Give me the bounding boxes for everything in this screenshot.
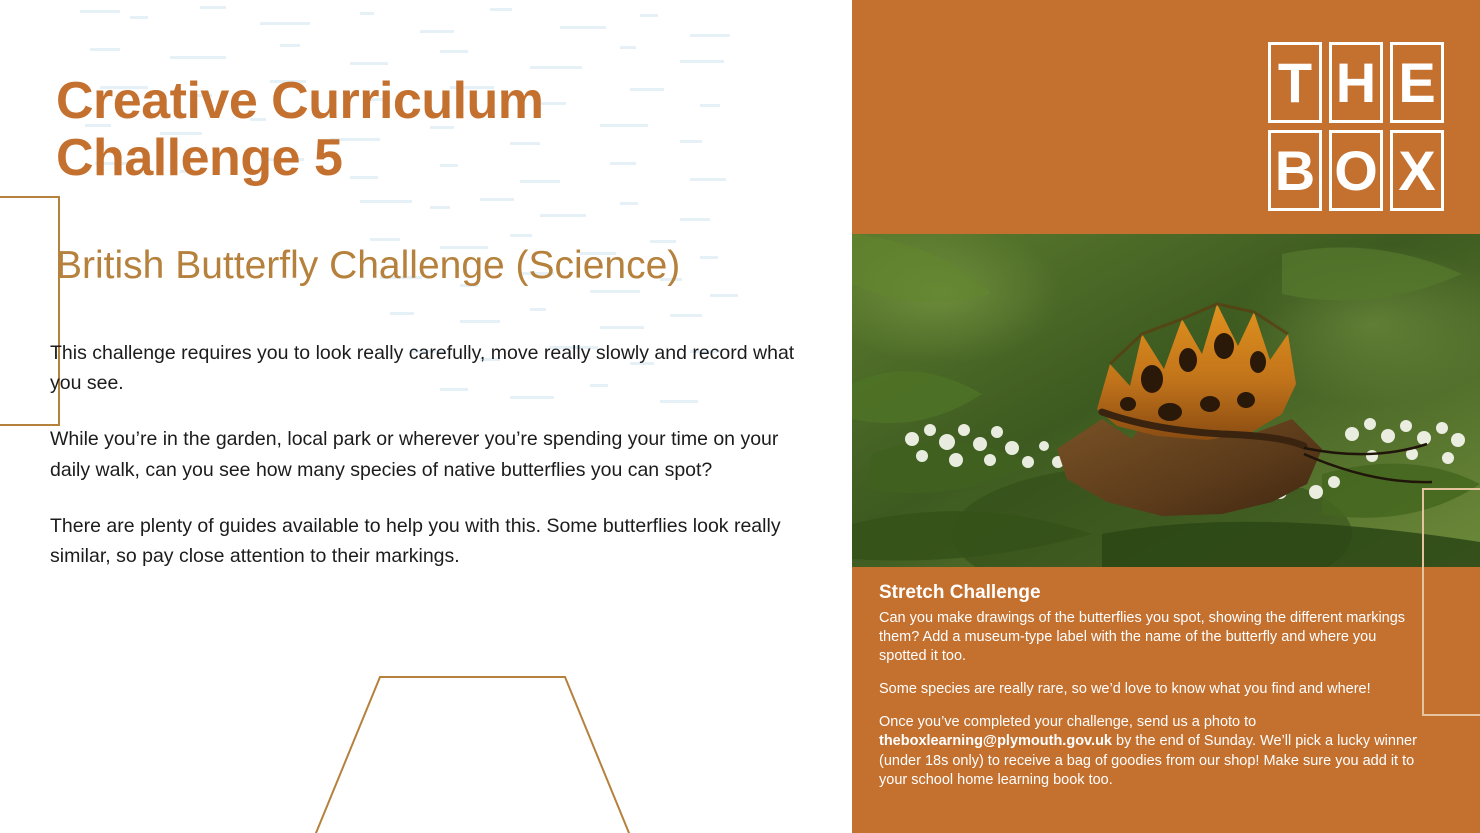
stretch-paragraph-3 [879, 713, 1419, 790]
body-copy [50, 338, 810, 597]
stretch-challenge-block [879, 582, 1419, 790]
logo-letter-t: T [1268, 42, 1322, 123]
body-paragraph-3: There are plenty of guides available to help you with this. Some butterflies look really similar, so pay close attention to their markings. [50, 514, 781, 568]
body-paragraph-1: This challenge requires you to look really carefully, move really slowly and record what you see. [50, 342, 795, 395]
logo-letter-b: B [1268, 130, 1322, 211]
logo-row-the [1268, 42, 1444, 123]
logo-letter-h: H [1329, 42, 1383, 123]
stretch-p3-lead: Once you’ve completed your challenge, send us a photo to [879, 714, 1257, 731]
page-subtitle: British Butterfly Challenge (Science) [56, 244, 681, 288]
the-box-logo [1268, 42, 1444, 218]
logo-letter-e: E [1390, 42, 1444, 123]
right-orange-panel [852, 0, 1480, 833]
stretch-p3-tail: by the end of Sunday. We’ll pick a lucky winner (under 18s only) to receive a bag of goodies from our shop! Make sure you add it to your school home learning book too. [879, 733, 1417, 788]
logo-row-box [1268, 130, 1444, 211]
page-title: Creative Curriculum Challenge 5 [56, 71, 544, 187]
logo-letter-o: O [1329, 130, 1383, 211]
body-paragraph-2: While you’re in the garden, local park or wherever you’re spending your time on your daily walk, can you see how many species of native butterflies you can spot? [50, 428, 779, 481]
logo-letter-x: X [1390, 130, 1444, 211]
contact-email[interactable]: theboxlearning@plymouth.gov.uk [879, 733, 1112, 750]
butterfly-photo [852, 234, 1480, 567]
stretch-challenge-heading: Stretch Challenge [879, 582, 1041, 603]
stretch-paragraph-1: Can you make drawings of the butterflies you spot, showing the different markings them? Add a museum-type label with the name of the butterfly and where you spotted it too. [879, 609, 1406, 665]
hexagon-decoration-right [1422, 488, 1480, 716]
hexagon-decoration-bottom [300, 672, 645, 833]
stretch-paragraph-2: Some species are really rare, so we’d love to know what you find and where! [879, 681, 1371, 698]
